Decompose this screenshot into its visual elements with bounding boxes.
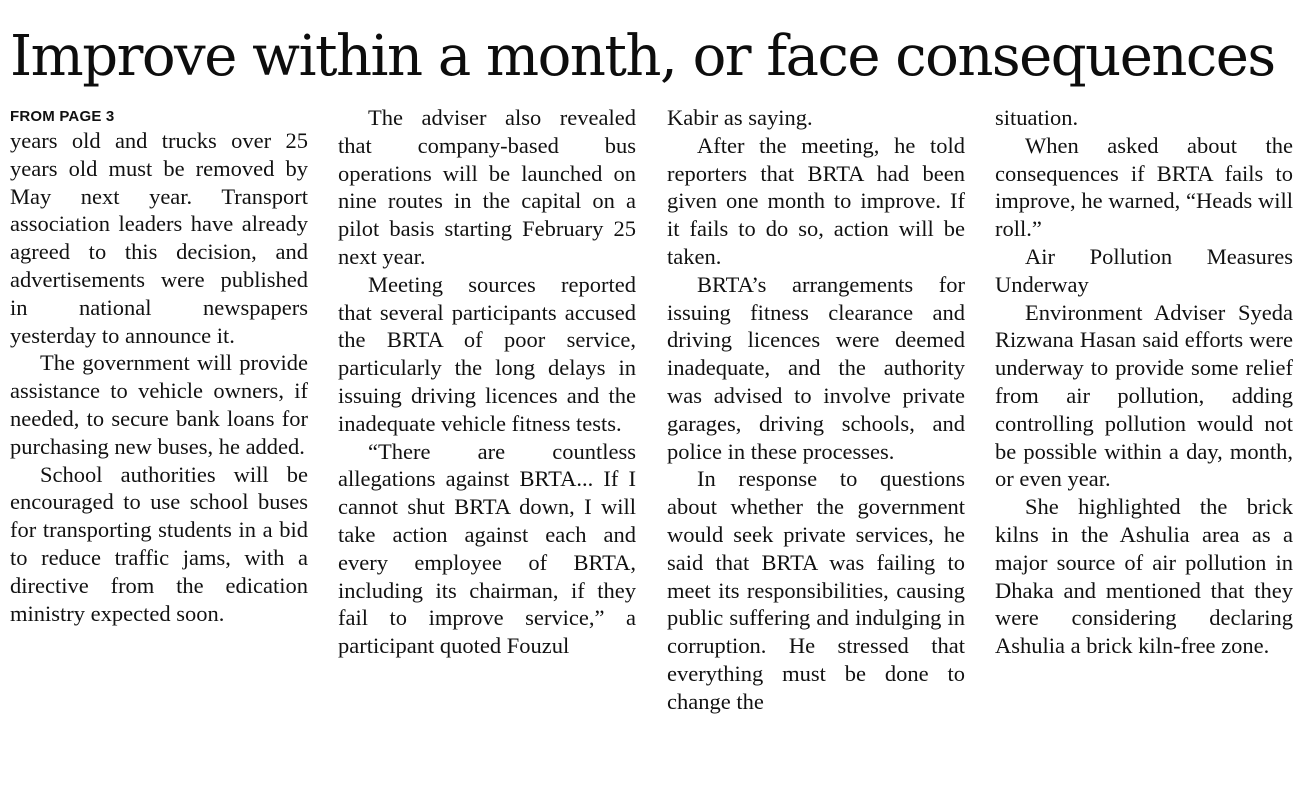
article-column-3	[667, 104, 965, 784]
article-paragraph: Kabir as saying.	[667, 105, 813, 130]
headline: Improve within a month, or face consequences	[10, 24, 1275, 89]
article-paragraph: School authorities will be encouraged to use school buses for transporting students in a bid to reduce traffic jams, with a directive from the edication ministry expected soon.	[10, 461, 308, 626]
article-paragraph: In response to questions about whether the government would seek private services, he said that BRTA was failing to meet its responsibilities, causing public suffering and indulging in corruption. He stressed that everything must be done to change the	[667, 466, 965, 714]
continued-from-kicker: FROM PAGE 3	[10, 108, 115, 125]
article-paragraph: She highlighted the brick kilns in the Ashulia area as a major source of air pollution in Dhaka and mentioned that they were considering declaring Ashulia a brick kiln-free zone.	[995, 494, 1293, 659]
article-paragraph: situation.	[995, 105, 1079, 130]
article-paragraph: The government will provide assistance to vehicle owners, if needed, to secure bank loans for purchasing new buses, he added.	[10, 350, 308, 459]
article-column-2	[338, 104, 636, 784]
article-paragraph: Meeting sources reported that several participants accused the BRTA of poor service, particularly the long delays in issuing driving licences and the inadequate vehicle fitness tests.	[338, 271, 636, 436]
article-paragraph: “There are countless allegations against BRTA... If I cannot shut BRTA down, I will take action against each and every employee of BRTA, including its chairman, if they fail to improve service,” a participant quoted Fouzul	[338, 438, 636, 659]
article-subheading: Air Pollution Measures Underway	[995, 243, 1293, 297]
article-paragraph: After the meeting, he told reporters that BRTA had been given one month to improve. If it fails to do so, action will be taken.	[667, 132, 965, 269]
article-paragraph: BRTA’s arrangements for issuing fitness clearance and driving licences were deemed inadequate, and the authority was advised to involve private garages, driving schools, and police in these processes.	[667, 271, 965, 464]
article-paragraph: Environment Adviser Syeda Rizwana Hasan said efforts were underway to provide some relief from air pollution, adding controlling pollution would not be possible within a day, month, or even year.	[995, 299, 1293, 492]
article-paragraph: years old and trucks over 25 years old must be removed by May next year. Transport association leaders have already agreed to this decision, and advertisements were published in national newspapers yesterday to announce it.	[10, 128, 308, 348]
article-column-1	[10, 104, 308, 784]
article-column-4	[995, 104, 1293, 784]
article-body	[10, 104, 1295, 784]
article-paragraph: When asked about the consequences if BRTA fails to improve, he warned, “Heads will roll.”	[995, 132, 1293, 242]
article-paragraph: The adviser also revealed that company-based bus operations will be launched on nine routes in the capital on a pilot basis starting February 25 next year.	[338, 105, 636, 269]
